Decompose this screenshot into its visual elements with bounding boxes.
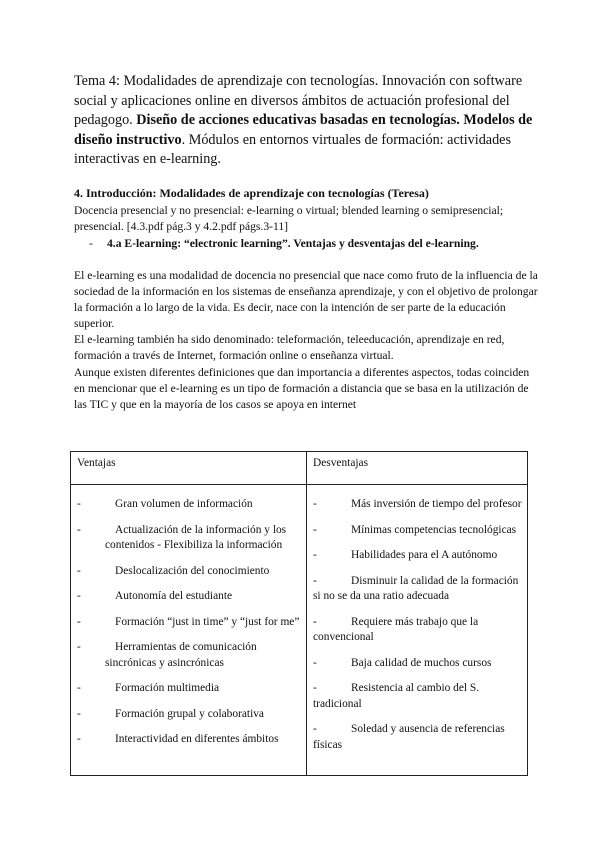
subsection-title: 4.a E-learning: “electronic learning”. Ventajas y desventajas del e-learning.: [107, 237, 479, 250]
list-item: - Mínimas competencias tecnológicas: [313, 523, 517, 536]
topic-label: Tema 4: [74, 73, 116, 89]
list-item: - Habilidades para el A autónomo: [313, 549, 498, 561]
header-desventajas: Desventajas: [307, 452, 528, 485]
list-item: - Disminuir la calidad de la formación si no se da una ratio adecuada: [313, 574, 519, 602]
bullet-dash: -: [89, 237, 93, 250]
list-item: - Más inversión de tiempo del profesor: [313, 498, 522, 510]
list-item: - Formación grupal y colaborativa: [77, 707, 264, 720]
list-item: - Autonomía del estudiante: [77, 590, 233, 602]
paragraph: Aunque existen diferentes definiciones que dan importancia a diferentes aspectos, todas coinciden en mencionar que el e-learning es un tipo de formación a distancia que se basa en la utilización de las TIC y que en la mayoría de los casos se apoya en internet: [74, 365, 530, 411]
pros-cons-table: [70, 451, 528, 776]
list-item: - Formación multimedia: [77, 682, 220, 694]
list-item: - Gran volumen de información: [77, 498, 253, 510]
list-item: - Requiere más trabajo que la convencional: [313, 615, 479, 643]
section-title: 4. Introducción: Modalidades de aprendizaje con tecnologías (Teresa): [74, 186, 429, 200]
table-row: [71, 485, 528, 776]
topic-text-2: . Módulos en entornos virtuales de formación: actividades interactivas en e-learning.: [74, 131, 511, 167]
header-ventajas: Ventajas: [71, 452, 307, 485]
desventajas-cell: [307, 485, 528, 776]
topic-bold-text: Diseño de acciones educativas basadas en tecnologías. Modelos de diseño instructivo: [74, 112, 533, 148]
list-item: - Actualización de la información y los contenidos - Flexibiliza la información: [77, 523, 287, 551]
topic-text-1: : Modalidades de aprendizaje con tecnologías. Innovación con software social y aplicaciones online en diversos ámbitos de actuación profesional del pedagogo.: [74, 73, 523, 128]
section-intro: Docencia presencial y no presencial: e-learning o virtual; blended learning o semipresencial; presencial. [4.3.pdf pág.3 y 4.2.pdf págs.3-11]: [74, 204, 504, 233]
paragraph: El e-learning también ha sido denominado: teleformación, teleeducación, aprendizaje en red, formación a través de Internet, formación online o enseñanza virtual.: [74, 333, 505, 363]
list-item: - Baja calidad de muchos cursos: [313, 656, 492, 669]
subsection-bullet: [89, 236, 549, 252]
paragraph: El e-learning es una modalidad de docencia no presencial que nace como fruto de la influencia de la sociedad de la información en los sistemas de enseñanza aprendizaje, y con el objetivo de prolongar la formación a lo largo de la vida. Es decir, nace con la intención de ser parte de la educación superior.: [74, 269, 538, 331]
list-item: - Formación “just in time” y “just for me”: [77, 615, 300, 628]
list-item: - Herramientas de comunicación sincrónicas y asincrónicas: [77, 641, 257, 669]
body-text: [74, 268, 538, 413]
ventajas-cell: [71, 485, 307, 776]
list-item: - Deslocalización del conocimiento: [77, 564, 270, 577]
list-item: - Resistencia al cambio del S. tradicional: [313, 682, 480, 710]
table-header-row: [71, 452, 528, 485]
list-item: - Soledad y ausencia de referencias físicas: [313, 723, 505, 751]
list-item: - Interactividad en diferentes ámbitos: [77, 733, 279, 745]
topic-heading: [74, 72, 534, 170]
